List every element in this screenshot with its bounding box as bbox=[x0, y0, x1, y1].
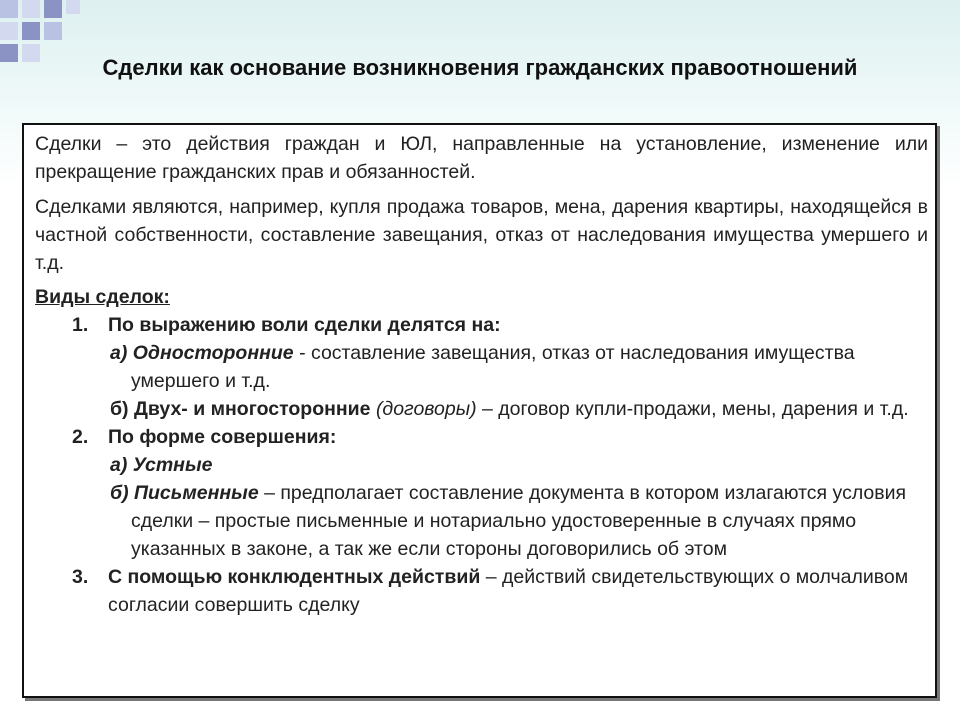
decor-square bbox=[0, 44, 18, 62]
sub-item-prefix: б) bbox=[110, 398, 129, 420]
decor-square bbox=[44, 22, 62, 40]
sub-item-term: Односторонние bbox=[132, 342, 294, 364]
sub-item-text: – предполагает составление документа в котором излагаются условия сделки – простые письменные и нотариально удостоверенные в случаях прямо указанных в законе, а так же если стороны договорились об этом bbox=[131, 482, 907, 560]
examples-paragraph: Сделками являются, например, купля продажа товаров, мена, дарения квартиры, находящейся в частной собственности, составление завещания, отказ от наследования имущества умершего и т.д. bbox=[35, 196, 928, 274]
definition-paragraph: Сделки – это действия граждан и ЮЛ, направленные на установление, изменение или прекращение гражданских прав и обязанностей. bbox=[35, 133, 928, 183]
decor-square bbox=[44, 0, 62, 18]
sub-item-text: - составление завещания, отказ от наследования имущества умершего и т.д. bbox=[131, 342, 855, 392]
list-item bbox=[35, 563, 928, 619]
sub-item bbox=[35, 451, 928, 479]
list-item-title: С помощью конклюдентных действий bbox=[108, 566, 481, 588]
sub-item-term: Двух- и многосторонние bbox=[133, 398, 371, 420]
sub-item-prefix: а) bbox=[110, 342, 128, 364]
decor-square bbox=[22, 22, 40, 40]
sub-item-term: Устные bbox=[132, 454, 213, 476]
sub-item bbox=[35, 339, 928, 395]
sub-item-prefix: б) bbox=[110, 482, 129, 504]
decor-square bbox=[22, 0, 40, 18]
content-box bbox=[22, 123, 937, 698]
decor-square bbox=[0, 0, 18, 18]
sub-item bbox=[35, 479, 928, 563]
slide-title: Сделки как основание возникновения гражданских правоотношений bbox=[102, 55, 858, 80]
list-item bbox=[35, 311, 928, 339]
decor-square bbox=[22, 44, 40, 62]
list-item bbox=[35, 423, 928, 451]
list-number: 1. bbox=[72, 314, 89, 336]
list-item-text: – действий свидетельствующих о молчаливом согласии совершить сделку bbox=[108, 566, 909, 616]
types-header: Виды сделок: bbox=[35, 286, 170, 308]
decor-square bbox=[66, 0, 80, 14]
sub-item-text: – договор купли-продажи, мены, дарения и т.д. bbox=[476, 398, 909, 420]
content-body bbox=[35, 130, 928, 619]
list-item-title: По форме совершения: bbox=[108, 426, 337, 448]
list-number: 2. bbox=[72, 426, 89, 448]
list-number: 3. bbox=[72, 566, 89, 588]
sub-item-term: Письменные bbox=[134, 482, 259, 504]
list-item-title: По выражению воли сделки делятся на: bbox=[108, 314, 501, 336]
sub-item-paren: (договоры) bbox=[375, 398, 477, 420]
decor-square bbox=[0, 22, 18, 40]
sub-item-prefix: а) bbox=[110, 454, 128, 476]
sub-item bbox=[35, 395, 928, 423]
